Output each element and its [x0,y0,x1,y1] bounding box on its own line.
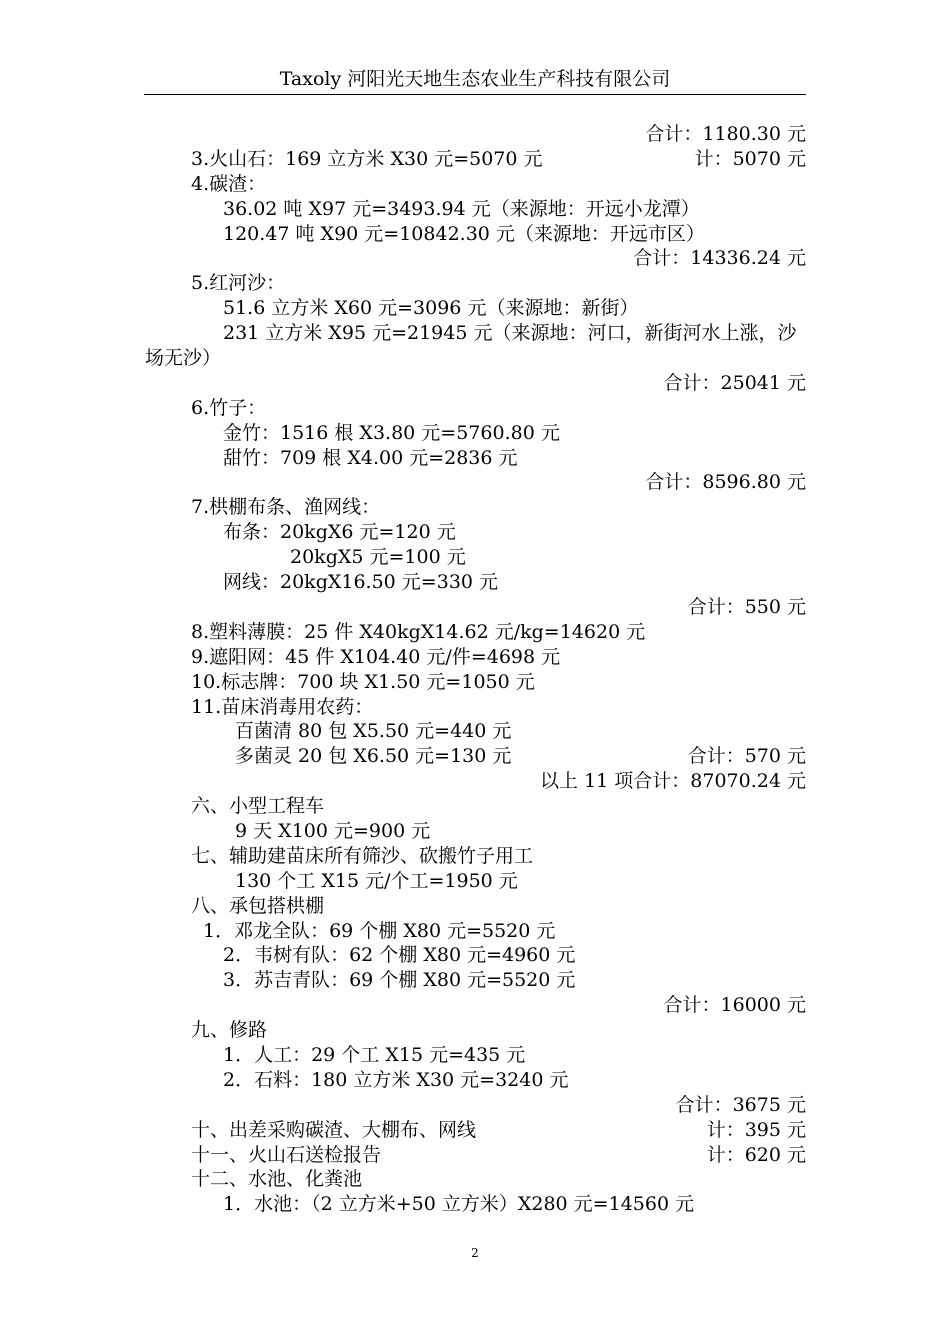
text-line [145,446,806,471]
line-text: 1．邓龙全队：69 个棚 X80 元=5520 元 [203,919,556,942]
line-total: 合计：1180.30 元 [645,123,806,145]
line-text: 九、修路 [191,1019,268,1042]
text-line [145,172,806,197]
text-line [145,321,806,371]
text-line [145,1143,806,1168]
text-line [145,844,806,869]
line-text: 6.竹子： [191,396,267,419]
line-total: 合计：8596.80 元 [645,471,806,494]
line-text: 4.碳渣： [191,172,267,195]
line-total: 计：5070 元 [694,147,806,170]
text-line [145,421,806,446]
text-line [145,1018,806,1043]
text-line [145,296,806,321]
line-total: 计：620 元 [706,1143,806,1166]
text-line [145,595,806,620]
text-line [145,1192,806,1217]
line-text: 网线：20kgX16.50 元=330 元 [223,571,499,594]
text-line [145,968,806,993]
line-text: 八、承包搭栱棚 [191,894,325,917]
text-line [145,670,806,695]
line-text: 120.47 吨 X90 元=10842.30 元（来源地：开远市区） [223,222,705,245]
text-line [145,271,806,296]
line-text: 130 个工 X15 元/个工=1950 元 [235,869,518,892]
text-line [145,620,806,645]
line-text: 甜竹：709 根 X4.00 元=2836 元 [223,446,518,469]
line-text: 七、辅助建苗床所有筛沙、砍搬竹子用工 [191,844,534,867]
text-line [145,545,806,570]
text-line [145,769,806,794]
text-line [145,869,806,894]
line-text: 百菌清 80 包 X5.50 元=440 元 [235,720,512,743]
text-line [145,744,806,769]
line-text: 多菌灵 20 包 X6.50 元=130 元 [235,745,512,768]
text-line [145,122,806,147]
line-text: 1．人工：29 个工 X15 元=435 元 [223,1043,526,1066]
line-text: 六、小型工程车 [191,795,325,818]
line-total: 合计：16000 元 [663,994,806,1017]
text-line [145,894,806,919]
line-text: 3．苏吉青队：69 个棚 X80 元=5520 元 [223,969,576,992]
text-line [145,470,806,495]
line-text: 5.红河沙： [191,272,286,295]
text-line [145,645,806,670]
text-line [145,919,806,944]
text-line [145,197,806,222]
page-number: 2 [471,1246,479,1260]
line-total: 合计：25041 元 [663,371,806,394]
line-text: 3.火山石：169 立方米 X30 元=5070 元 [191,147,543,170]
text-line [145,993,806,1018]
line-total: 合计：3675 元 [675,1093,806,1116]
text-line [145,246,806,271]
line-total: 合计：570 元 [687,745,806,768]
line-text: 10.标志牌：700 块 X1.50 元=1050 元 [191,670,535,693]
line-text: 11.苗床消毒用农药： [191,695,374,718]
text-line [145,495,806,520]
line-text: 9 天 X100 元=900 元 [235,819,431,842]
text-line [145,396,806,421]
text-line [145,147,806,172]
text-line [145,1118,806,1143]
text-line [145,943,806,968]
line-text: 十二、水池、化粪池 [191,1168,363,1191]
text-line [145,520,806,545]
page-header: Taxoly 河阳光天地生态农业生产科技有限公司 [144,64,806,95]
text-line [145,1093,806,1118]
text-line [145,794,806,819]
text-line [145,719,806,744]
line-total: 以上 11 项合计：87070.24 元 [540,770,806,793]
line-text: 2．石料：180 立方米 X30 元=3240 元 [223,1068,569,1091]
text-line [145,695,806,720]
text-line [145,222,806,247]
line-text: 9.遮阳网：45 件 X104.40 元/件=4698 元 [191,645,561,668]
line-text: 2．韦树有队：62 个棚 X80 元=4960 元 [223,944,576,967]
text-line [145,570,806,595]
line-text: 布条：20kgX6 元=120 元 [223,521,456,544]
text-line [145,819,806,844]
line-text: 231 立方米 X95 元=21945 元（来源地：河口，新街河水上涨，沙场无沙） [145,322,797,370]
line-total: 合计：550 元 [687,595,806,618]
text-line [145,1043,806,1068]
line-text: 1．水池：（2 立方米+50 立方米）X280 元=14560 元 [223,1193,695,1216]
text-line [145,1068,806,1093]
line-total: 计：395 元 [706,1118,806,1141]
line-text: 36.02 吨 X97 元=3493.94 元（来源地：开远小龙潭） [223,197,700,220]
text-line [145,371,806,396]
line-text: 7.栱棚布条、渔网线： [191,496,381,519]
line-text: 金竹：1516 根 X3.80 元=5760.80 元 [223,421,560,444]
line-text: 十一、火山石送检报告 [191,1143,382,1166]
line-text: 20kgX5 元=100 元 [290,546,466,569]
line-text: 十、出差采购碳渣、大棚布、网线 [191,1118,477,1141]
document-body [145,122,806,1217]
line-text: 51.6 立方米 X60 元=3096 元（来源地：新街） [223,297,639,320]
text-line [145,1167,806,1192]
line-text: 8.塑料薄膜：25 件 X40kgX14.62 元/kg=14620 元 [191,620,646,643]
line-total: 合计：14336.24 元 [633,247,806,270]
